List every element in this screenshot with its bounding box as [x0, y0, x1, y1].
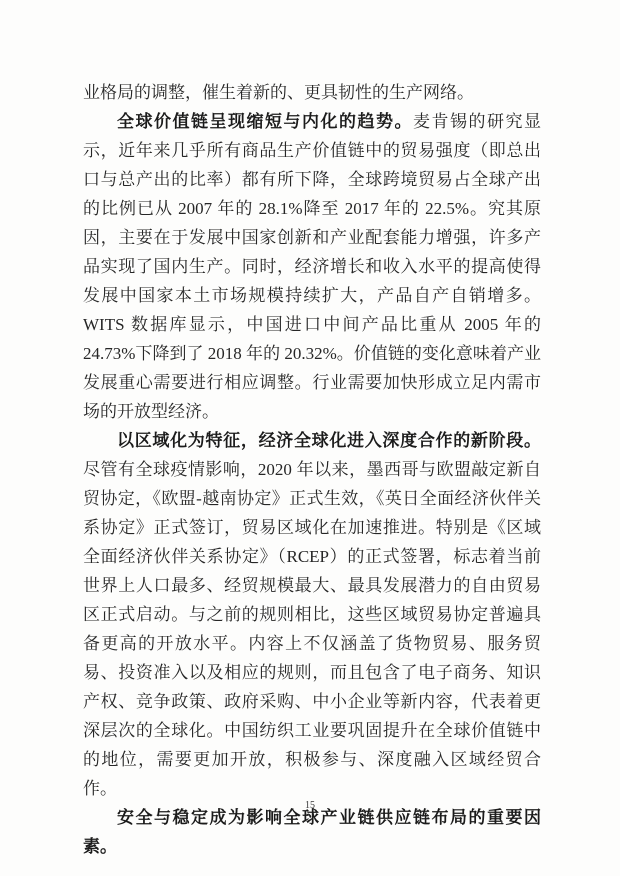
paragraph-lead-sentence: 以区域化为特征，经济全球化进入深度合作的新阶段。: [117, 431, 541, 450]
paragraph-lead-sentence: 安全与稳定成为影响全球产业链供应链布局的重要因素。: [83, 808, 541, 856]
paragraph-lead-sentence: 全球价值链呈现缩短与内化的趋势。: [117, 112, 413, 131]
page-number: 15: [305, 800, 315, 811]
paragraph-continuation: [83, 78, 541, 107]
paragraph-body-text: 业格局的调整，催生着新的、更具韧性的生产网络。: [83, 83, 474, 102]
paragraph-security-stability: [83, 803, 541, 861]
paragraph-regionalization: [83, 426, 541, 803]
paragraph-body-text: 麦肯锡的研究显示，近年来几乎所有商品生产价值链中的贸易强度（即总出口与总产出的比率）都有所下降，全球跨境贸易占全球产出的比例已从 2007 年的 28.1%降至 2017 年的 22.5%。究其原因，主要在于发展中国家创新和产业配套能力增强，许多产品实现了国内生产。同时，经济增长和收入水平的提高使得发展中国家本土市场规模持续扩大，产品自产自销增多。WITS 数据库显示，中国进口中间产品比重从 2005 年的 24.73%下降到了 2018 年的 20.32%。价值链的变化意味着产业发展重心需要进行相应调整。行业需要加快形成立足内需市场的开放型经济。: [83, 112, 541, 421]
paragraph-body-text: 尽管有全球疫情影响，2020 年以来，墨西哥与欧盟敲定新自贸协定，《欧盟-越南协定》正式生效，《英日全面经济伙伴关系协定》正式签订，贸易区域化在加速推进。特别是《区域全面经济伙伴关系协定》（RCEP）的正式签署，标志着当前世界上人口最多、经贸规模最大、最具发展潜力的自由贸易区正式启动。与之前的规则相比，这些区域贸易协定普遍具备更高的开放水平。内容上不仅涵盖了货物贸易、服务贸易、投资准入以及相应的规则，而且包含了电子商务、知识产权、竞争政策、政府采购、中小企业等新内容，代表着更深层次的全球化。中国纺织工业要巩固提升在全球价值链中的地位，需要更加开放，积极参与、深度融入区域经贸合作。: [83, 460, 541, 798]
paragraph-value-chain-trend: [83, 107, 541, 426]
text-block: [83, 78, 541, 861]
